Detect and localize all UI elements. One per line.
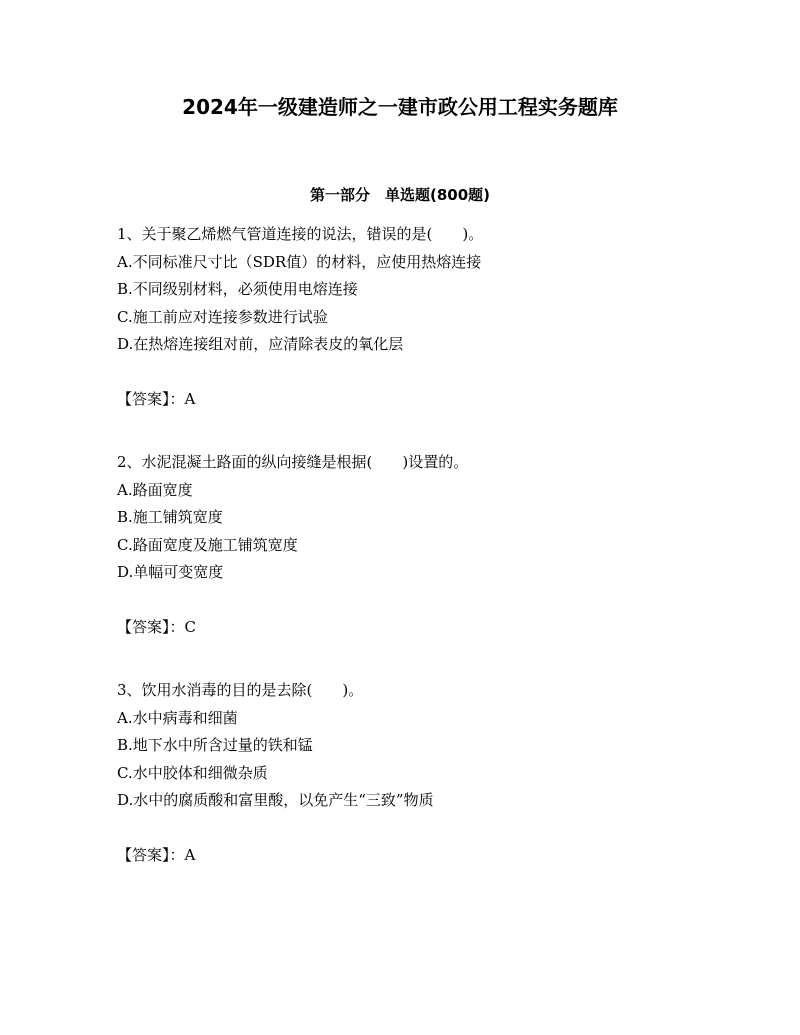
answer-label: 【答案】：C [117, 617, 196, 636]
option-c: C.路面宽度及施工铺筑宽度 [117, 535, 298, 554]
option-a: A.水中病毒和细菌 [117, 708, 238, 727]
option-b: B.不同级别材料，必须使用电熔连接 [117, 280, 358, 298]
question-list [117, 221, 737, 869]
spacer [117, 641, 737, 677]
spacer [117, 413, 737, 449]
option-d: D.单幅可变宽度 [117, 563, 224, 581]
question-1 [117, 221, 737, 413]
question-3 [117, 677, 737, 869]
option-a: A.路面宽度 [117, 480, 193, 499]
option-b: B.施工铺筑宽度 [117, 508, 223, 526]
option-a: A.不同标准尺寸比（SDR值）的材料，应使用热熔连接 [117, 252, 482, 271]
section-title: 第一部分 单选题(800题) [309, 186, 491, 204]
question-stem: 2、水泥混凝土路面的纵向接缝是根据( )设置的。 [117, 453, 469, 471]
option-d: D.在热熔连接组对前，应清除表皮的氧化层 [117, 335, 404, 353]
question-stem: 1、关于聚乙烯燃气管道连接的说法，错误的是( )。 [117, 225, 484, 243]
question-2 [117, 449, 737, 641]
option-b: B.地下水中所含过量的铁和锰 [117, 736, 313, 754]
answer-label: 【答案】：A [117, 389, 196, 408]
option-c: C.施工前应对连接参数进行试验 [117, 307, 328, 326]
question-stem: 3、饮用水消毒的目的是去除( )。 [117, 681, 364, 699]
answer-label: 【答案】：A [117, 845, 196, 864]
document-title: 2024年一级建造师之一建市政公用工程实务题库 [182, 95, 618, 119]
option-d: D.水中的腐质酸和富里酸，以免产生“三致”物质 [117, 791, 434, 809]
option-c: C.水中胶体和细微杂质 [117, 763, 268, 782]
